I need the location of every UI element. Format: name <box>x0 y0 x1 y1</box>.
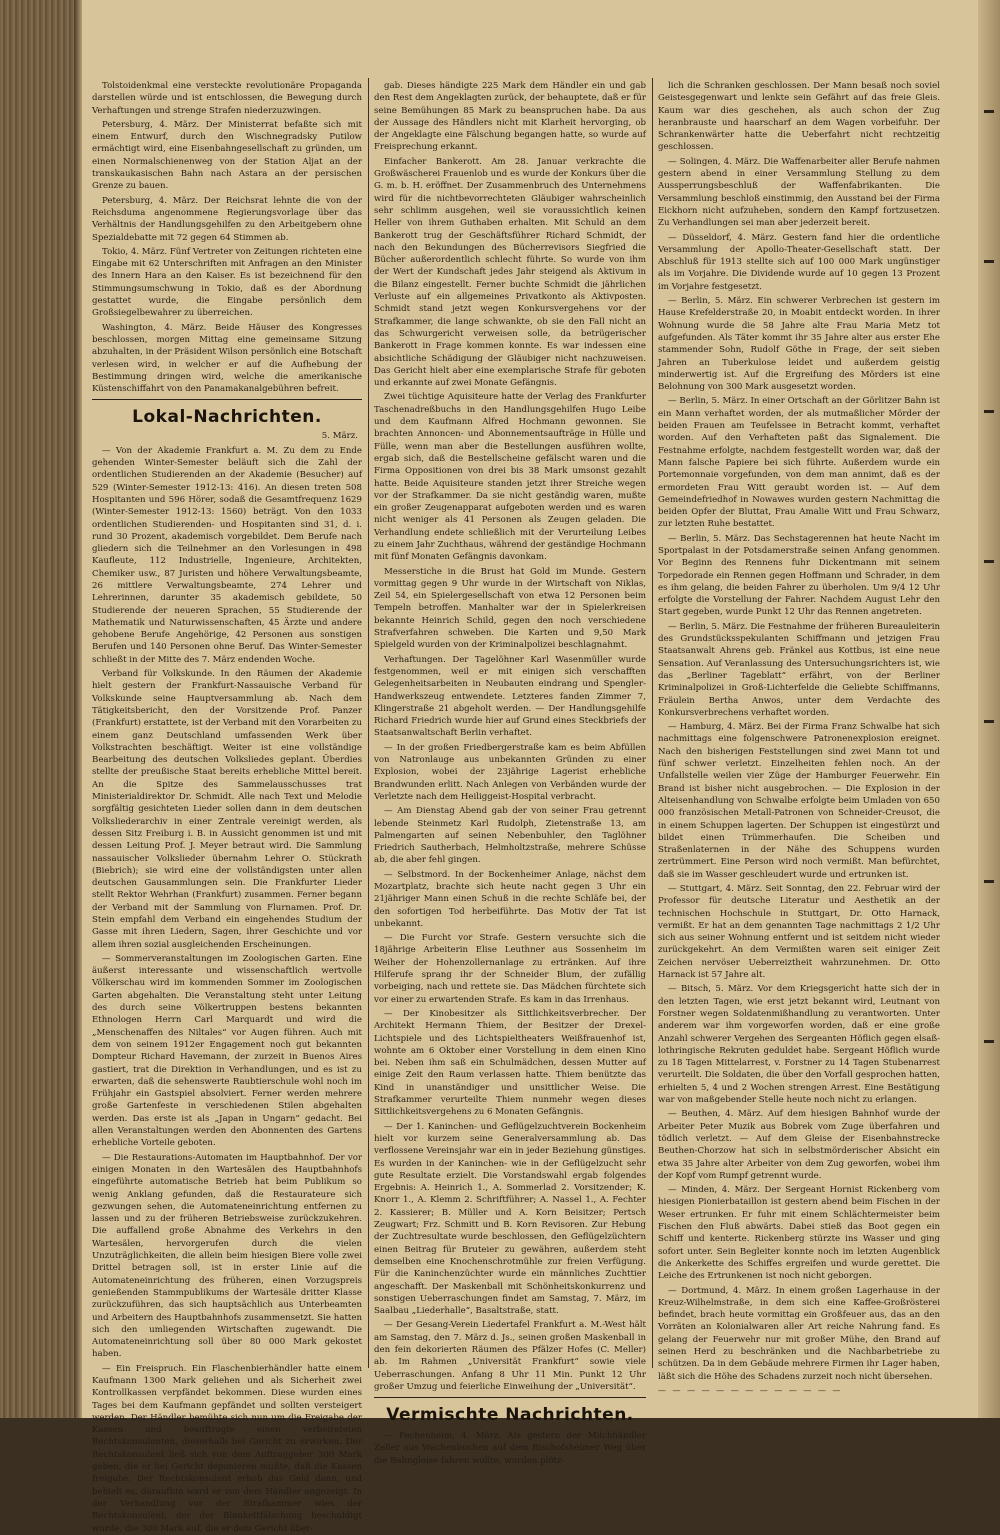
article-paragraph: — In der großen Friedbergerstraße kam es beim Abfüllen von Natronlauge aus unbekannten Gründen zu einer Explosion, wobei der 23jährige Lagerist erhebliche Brandwunden erlitt. Nach Anlegen von Verbänden wurde der Verletzte nach dem Heiliggeist-Hospital verbracht. <box>374 742 646 802</box>
article-paragraph: — Hamburg, 4. März. Bei der Firma Franz Schwalbe hat sich nachmittags eine folgenschwere Patronenexplosion ereignet. Nach den bisherigen Feststellungen sind zwei Mann tot und fünf schwer verletzt. Einzelheiten fehlen noch. An der Unfallstelle weilen vier Züge der Hamburger Feuerwehr. Ein Brand ist bisher nicht ausgebrochen. — Die Explosion in der Alteisenhandlung von Schwalbe erfolgte beim Umladen von 650 000 französischen Metall-Patronen von Schneider-Creusot, die in einem Schuppen lagerten. Der Schuppen ist eingestürzt und bildet einen Trümmerhaufen. Die Scheiben und Straßenlaternen in der Nähe des Schuppens wurden zertrümmert. Eine Person wird noch vermißt. Man befürchtet, daß sie im Wasser geschleudert wurde und ertrunken ist. <box>658 722 940 880</box>
article-paragraph: Petersburg, 4. März. Der Ministerrat befaßte sich mit einem Entwurf, durch den Wischnegradsky Putilow ermächtigt wird, eine Eisenbahngesellschaft zu gründen, um einen Normalschienenweg von der Station Aljat an der transkaukasischen Bahn nach Astara an der persischen Grenze zu bauen. <box>92 119 362 192</box>
article-paragraph: — Ein Freispruch. Ein Flaschenbierhändler hatte einem Kaufmann 1300 Mark geliehen und als Sicherheit zwei Kontrollkassen verpfändet bekommen. Diese wurden eines Tages bei dem Kaufmann gepfändet und sollten versteigert werden. Der Händler bemühte sich nun um die Freigabe der Kassen und beauftragte einen verbeirateten Rechtskonsulenten, dieserhalb bei Gericht zu erwirken. Der Rechtskonsulent ließ sich von dem Auftraggeber 300 Mark geben, die er bei Gericht deponieren mußte, daß die Kassen freigabe. Der Rechtskonsulent erhob das Geld dann, und behielt es, daraufhin ward er von dem Händler angezeigt. In der Verhandlung vor der Strafkammer wies der Rechtskonsulent, der der Blankettfälschung beschuldigt wurde, die 300 Mark auf, die er dem Gericht über- <box>92 1363 362 1534</box>
end-dashes: — — — — — — — — — — — — — <box>658 1385 843 1395</box>
dateline: 5. März. <box>321 431 358 442</box>
article-paragraph: lich die Schranken geschlossen. Der Mann besaß noch soviel Geistesgegenwart und lenkte sein Gefährt auf das freie Gleis. Kaum war dies geschehen, als auch schon der Zug heranbrauste und haarscharf an dem Wagen vorbeifuhr. Der Schrankenwärter hatte die Ueberfahrt nicht rechtzeitig geschlossen. <box>658 81 940 153</box>
article-paragraph: — Berlin, 5. März. Ein schwerer Verbrechen ist gestern im Hause Krefelderstraße 20, in Moabit entdeckt worden. In ihrer Wohnung wurde die 58 Jahre alte Frau Maria Metz tot aufgefunden. Als Täter kommt ihr 35 Jahre alter aus erster Ehe stammender Sohn, Rudolf Göthe in Frage, der seit sieben Jahren an Tuberkulose leidet und außerdem geistig minderwertig ist. Auf die Ergreifung des Mörders ist eine Belohnung von 300 Mark ausgesetzt worden. <box>658 296 940 393</box>
article-paragraph: — Selbstmord. In der Bockenheimer Anlage, nächst dem Mozartplatz, brachte sich heute nacht gegen 3 Uhr ein 21jähriger Mann einen Schuß in die rechte Schläfe bei, der den sofortigen Tod herbeiführte. Das Motiv der Tat ist unbekannt. <box>374 869 646 929</box>
article-paragraph: — Dortmund, 4. März. In einem großen Lagerhause in der Kreuz-Wilhelmstraße, in dem sich eine Kaffee-Großrösterei befindet, brach heute vormittag ein Großfeuer aus, das an den Vorräten an Kolonialwaren aller Art reiche Nahrung fand. Es gelang der Feuerwehr nur mit großer Mühe, den Brand auf seinen Herd zu beschränken und die Nachbarbetriebe zu schützen. Da in dem Gebäude mehrere Firmen ihr Lager haben, läßt sich die Höhe des Schadens zurzeit noch nicht übersehen. <box>658 1285 940 1382</box>
book-binding <box>0 0 74 1418</box>
article-paragraph: Washington, 4. März. Beide Häuser des Kongresses beschlossen, morgen Mittag eine gemeinsame Sitzung abzuhalten, in der Präsident Wilson persönlich eine Botschaft verlesen wird, in welcher er auf die Aufhebung der Bestimmung dringen wird, welche die amerikanische Küstenschiffahrt von den Panamakanalgebühren befreit. <box>92 322 362 395</box>
article-paragraph: — Der Kinobesitzer als Sittlichkeitsverbrecher. Der Architekt Hermann Thiem, der Besitzer der Drexel-Lichtspiele und des Lichtspieltheaters Weißfrauenhof ist, wohnte am 6 Oktober einer Vorstellung in dem einen Kino bei. Neben ihm saß ein Schulmädchen, dessen Mutter auf einige Zeit den Raum verlassen hatte. Thiem benützte das Kind in unanständiger und unsittlicher Weise. Die Strafkammer verurteilte Thiem nunmehr wegen dieses Sittlichkeitsvergehens zu 6 Monaten Gefängnis. <box>374 1008 646 1118</box>
article-paragraph: — Der Gesang-Verein Liedertafel Frankfurt a. M.-West hält am Samstag, den 7. März d. Js., seinen großen Maskenball in den fein dekorierten Räumen des Pfälzer Hofes (C. Meller) ab. Im Rahmen „Universität Frankfurt“ sowie viele Ueberraschungen. Anfang 8 Uhr 11 Min. Punkt 12 Uhr großer Umzug und feierliche Einweihung der „Universität“. <box>374 1320 646 1392</box>
article-paragraph: — Die Restaurations-Automaten im Hauptbahnhof. Der vor einigen Monaten in den Wartesälen des Hauptbahnhofs eingeführte automatische Betrieb hat beim Publikum so wenig Anklang gefunden, daß die Restaurateure sich gezwungen sehen, die Automateneinrichtung entfernen zu lassen und zu der früheren Betriebsweise zurückzukehren. Die auffallend große Abnahme des Verkehrs in den Wartesälen, hervorgerufen durch die vielen Unzuträglichkeiten, die allein beim hiesigen Biere volle zwei Drittel betragen soll, ist in erster Linie auf die Automateneinrichtung des früheren, einen Vorzugspreis genießenden Stammpublikums der Wartesäle dritter Klasse zurückzuführen, das sich hauptsächlich aus Unterbeamten und Arbeitern des Hauptbahnhofs zusammensetzt. Sie hatten sich den umliegenden Wirtschaften zugewandt. Die Automateneinrichtung soll über 80 000 Mark gekostet haben. <box>92 1152 362 1360</box>
article-paragraph: — Bitsch, 5. März. Vor dem Kriegsgericht hatte sich der in den letzten Tagen, wie erst jetzt bekannt wird, Leutnant von Forstner wegen Soldatenmißhandlung zu verantworten. Unter anderem war ihm vorgeworfen worden, daß er eine große Anzahl schwerer Vergehen des Sergeanten Höflich gegen elsaß-lothringische Rekruten geduldet habe. Sergeant Höflich wurde zu 18 Tagen Mittelarrest, v. Forstner zu 14 Tagen Stubenarrest verurteilt. Die Soldaten, die über den Vorfall gesprochen hatten, erhielten 5, 4 und 2 Wochen strengen Arrest. Eine Bestätigung war von maßgebender Stelle heute noch nicht zu erlangen. <box>658 984 940 1106</box>
article-paragraph: Zwei tüchtige Aquisiteure hatte der Verlag des Frankfurter Taschenadreßbuchs in den Handlungsgehilfen Hugo Leibe und dem Kaufmann Alfred Hochmann gewonnen. Sie brachten Annoncen- und Abonnementsaufträge in Hülle und Fülle, wenn man aber die Bestellungen ausführen wollte, ergab sich, daß die Bestellscheine gefälscht waren und die Firma Oppositionen von drei bis 38 Mark umsonst gezahlt hatte. Beide Aquisiteure standen jetzt ihrer Streiche wegen vor der Strafkammer. Da sie nicht geständig waren, mußte ein großer Zeugenapparat aufgeboten werden und es waren nicht weniger als 41 Personen als Zeugen geladen. Die Verhandlung endete schließlich mit der Verurteilung Leibes zu einem Jahr Zuchthaus, während der geständige Hochmann mit fünf Monaten Gefängnis davonkam. <box>374 392 646 563</box>
column-rule <box>652 78 653 1368</box>
adjacent-page-edge <box>978 0 1000 1418</box>
binding-shadow <box>74 0 82 1418</box>
article-paragraph: — Berlin, 5. März. Die Festnahme der früheren Bureauleiterin des Grundstücksspekulanten Schiffmann und jetzigen Frau Staatsanwalt Ahrens geb. Fränkel aus Kottbus, ist eine neue Sensation. Auf Veranlassung des Untersuchungsrichters ist, wie das „Berliner Tageblatt“ erfährt, von der Berliner Kriminalpolizei in Groß-Lichterfelde die Geliebte Schiffmanns, Fräulein Bertha Anwos, unter dem Verdachte des Konkursverbrechens verhaftet worden. <box>658 621 940 718</box>
article-paragraph: — Stuttgart, 4. März. Seit Sonntag, den 22. Februar wird der Professor für deutsche Literatur und Aesthetik an der technischen Hochschule in Stuttgart, Dr. Otto Harnack, vermißt. Er hat an dem genannten Tage nachmittags 2 1/2 Uhr sich aus seiner Wohnung entfernt und ist seitdem nicht wieder zurückgekehrt. An dem Vermißten waren seit einiger Zeit Zeichen nervöser Ueberreiztheit wahrzunehmen. Dr. Otto Harnack ist 57 Jahre alt. <box>658 884 940 981</box>
article-paragraph: Tokio, 4. März. Fünf Vertreter von Zeitungen richteten eine Eingabe mit 62 Unterschriften mit Anfragen an den Minister des Innern Hara an den Kaiser. Es ist bezeichnend für den Stimmungsumschwung in Tokio, daß es der Abordnung gestattet wurde, die Eingabe persönlich dem Großsiegelbewahrer zu überreichen. <box>92 246 362 319</box>
section-heading-local-news: Lokal-Nachrichten. <box>132 407 322 428</box>
article-paragraph: Petersburg, 4. März. Der Reichsrat lehnte die von der Reichsduma angenommene Regierungsvorlage über das Verhältnis der Handlungsgehilfen zu den Arbeitgebern ohne Spezialdebatte mit 72 gegen 64 Stimmen ab. <box>92 195 362 243</box>
section-divider <box>374 1397 646 1398</box>
article-paragraph: — Die Furcht vor Strafe. Gestern versuchte sich die 18jährige Arbeiterin Elise Leuthner aus Sossenheim im Weiher der Hohenzollernanlage zu ertränken. Auf ihre Hilferufe sprang ihr der Schneider Blum, der zufällig vorbeiging, nach und rettete sie. Das Mädchen fürchtete sich vor einer zu erwartenden Strafe. Es kam in das Irrenhaus. <box>374 933 646 1005</box>
article-paragraph: Einfacher Bankerott. Am 28. Januar verkrachte die Großwäscherei Frauenlob und es wurde der Konkurs über die G. m. b. H. eröffnet. Der Zusammenbruch des Unternehmens wird für die nichtbevorrechteten Gläubiger wahrscheinlich sehr schlimm ausgehen, weil sie voraussichtlich keinen Heller von ihrem Guthaben erhalten. Mit Schuld an dem Bankerott trug der Geschäftsführer Richard Schmidt, der nach den Bekundungen des Bücherrevisors Siegfried die Bücher außerordentlich schlecht führte. So wurde von ihm der Wert der Kundschaft jedes Jahr steigend als Aktivum in die Bilanz eingestellt. Ferner buchte Schmidt die jährlichen Verluste auf ein allgemeines Privatkonto als Aktivposten. Schmidt stand jetzt wegen Konkursvergehens vor der Strafkammer, die lange schwankte, ob sie den Fall nicht an das Schwurgericht verweisen solle, da betrügerischer Bankerott in Frage kommen konnte. Es war indessen eine absichtliche Schädigung der Gläubiger nicht nachzuweisen. Das Gericht hielt aber eine exemplarische Strafe für geboten und erkannte auf zwei Monate Gefängnis. <box>374 156 646 389</box>
section-heading-misc-news: Vermischte Nachrichten. <box>386 1405 634 1426</box>
article-paragraph: — Am Dienstag Abend gab der von seiner Frau getrennt lebende Steinmetz Karl Rudolph, Zietenstraße 13, am Palmengarten auf seinen Nebenbuhler, den Taglöhner Friedrich Sautherbach, Helmholtzstraße, mehrere Schüsse ab, die aber fehl gingen. <box>374 806 646 866</box>
column-2 <box>374 80 646 1466</box>
article-paragraph: — Berlin, 5. März. In einer Ortschaft an der Görlitzer Bahn ist ein Mann verhaftet worden, der als mutmaßlicher Mörder der beiden Frauen am Teufelssee in Betracht kommt, verhaftet worden. Auf den Verhafteten paßt das Signalement. Die Festnahme erfolgte, nachdem festgestellt worden war, daß der Mann falsche Papiere bei sich führte. Außerdem wurde ein Portemonnaie vorgefunden, von dem man annimt, daß es der ermordeten Frau Witt geraubt worden ist. — Auf dem Gemeindefriedhof in Nowawes wurden gestern Nachmittag die beiden Opfer der Bluttat, Frau Amalie Witt und Frau Schwarz, zur letzten Ruhe bestattet. <box>658 396 940 530</box>
article-paragraph: — Minden, 4. März. Der Sergeant Hornist Rickenberg vom hiesigen Pionierbataillon ist gestern abend beim Fischen in der Weser ertrunken. Er fuhr mit einem Schlächtermeister beim Fischen den Fluß abwärts. Dabei stieß das Boot gegen ein Schiff und kenterte. Rickenberg stürzte ins Wasser und ging sofort unter. Sein Begleiter konnte noch im letzten Augenblick die Ankerkette des Schiffes ergreifen und wurde gerettet. Die Leiche des Ertrunkenen ist noch nicht geborgen. <box>658 1185 940 1282</box>
article-paragraph: Tolstoidenkmal eine versteckte revolutionäre Propaganda darstellen würde und ist entschlossen, die Bewegung durch Verhaftungen und strenge Strafen niederzuzwingen. <box>92 81 362 116</box>
article-paragraph: — Von der Akademie Frankfurt a. M. Zu dem zu Ende gehenden Winter-Semester beläuft sich die Zahl der ordentlichen Studierenden an der Akademie (Besucher) auf 529 (Winter-Semester 1912-13: 416). An diesen treten 508 Hospitanten und 596 Hörer, sodaß die Gesamtfrequenz 1629 (Winter-Semester 1912-13: 1560) beträgt. Von den 1033 ordentlichen Studierenden- und Hospitanten sind 31, d. i. rund 30 Prozent, akademisch vorgebildet. Dem Berufe nach gliedern sich die Teilnehmer an den Vorlesungen in 498 Kaufleute, 112 Industrielle, Ingenieure, Architekten, Chemiker usw., 87 Juristen und höhere Verwaltungsbeamte, 26 mittlere Verwaltungsbeamte, 274 Lehrer und Lehrerinnen, darunter 35 akademisch gebildete, 50 Studierende der neueren Sprachen, 55 Studierende der Mathematik und Naturwissenschaften, 45 Ärzte und andere gehobene Berufe Angehörige, 42 Personen aus sonstigen Berufen und 140 Personen ohne Beruf. Das Winter-Semester schließt in der Mitte des 7. März endenden Woche. <box>92 445 362 665</box>
article-paragraph: Verhaftungen. Der Tagelöhner Karl Wasenmüller wurde festgenommen, weil er mit einigen sich verschafften Gelegenheitsarbeiten in Neubauten eindrang und Spengler-Handwerkszeug entwendete. Letzteres fanden Zimmer 7, Klingerstraße 21 abgeholt werden. — Der Handlungsgehilfe Richard Friedrich wurde hier auf Grund eines Steckbriefs der Staatsanwaltschaft Berlin verhaftet. <box>374 654 646 739</box>
article-paragraph: — Beuthen, 4. März. Auf dem hiesigen Bahnhof wurde der Arbeiter Peter Muzik aus Bobrek vom Zuge überfahren und tödlich verletzt. — Auf dem Gleise der Eisenbahnstrecke Beuthen-Chorzow hat sich in selbstmörderischer Absicht ein etwa 35 Jahre alter Arbeiter von dem Zug geworfen, wobei ihm der Kopf vom Rumpf getrennt wurde. <box>658 1109 940 1181</box>
article-paragraph: — Sommerveranstaltungen im Zoologischen Garten. Eine äußerst interessante und wissenschaftlich wertvolle Völkerschau wird im kommenden Sommer im Zoologischen Garten abgehalten. Die Veranstaltung steht unter Leitung des durch seine Völkertruppen bestens bekannten Ethnologen Herrn Carl Marquardt und wird die „Menschenaffen des Niltales“ vor Augen führen. Auch mit dem von seinem 1912er Engagement noch gut bekannten Dompteur Richard Havemann, der zurzeit in Buenos Aires gastiert, trat die Direktion in Verhandlungen, und es ist zu erwarten, daß die sehenswerte Raubtierschule wohl noch im Frühjahr ein Gastspiel absolviert. Ferner werden mehrere große Gartenfeste in verschiedenen Stilen abgehalten werden. Das erste ist als „Japan in Ungarn“ gedacht. Bei allen Veranstaltungen werden den Abonnenten des Gartens erhebliche Vorteile geboten. <box>92 953 362 1149</box>
column-3 <box>658 80 940 1395</box>
article-paragraph: Verband für Volkskunde. In den Räumen der Akademie hielt gestern der Frankfurt-Nassauische Verband für Volkskunde seine Hauptversammlung ab. Nach dem Tätigkeitsbericht, den der Vorsitzende Prof. Panzer (Frankfurt) erstattete, ist der Verband mit den Vorarbeiten zu einem ganz Deutschland umfassenden Werk über Volkstrachten beschäftigt. Weiter ist eine vollständige Bearbeitung des deutschen Volksliedes geplant. Überdies stellte der preußische Staat bereits erhebliche Mittel bereit. An die Spitze des Sammelausschusses trat Ministerialdirektor Dr. Schmidt. Alle nach Text und Melodie sorgfältig gesichteten Lieder sollen dann in dem deutschen Volksliederarchiv in einer Zentrale vereinigt werden, als dessen Sitz Freiburg i. B. in Aussicht genommen ist und mit dessen Leitung Prof. J. Meyer betraut wird. Die Sammlung nassauischer Volkslieder übernahm Lehrer O. Stückrath (Biebrich); sie wird eine der vollständigsten unter allen deutschen Gausammlungen sein. Die Frankfurter Lieder stellt Rektor Wehrhan (Frankfurt) zusammen. Ferner begann der Verband mit der Sammlung von Flurnamen. Prof. Dr. Stein empfahl dem Verband ein eingehendes Studium der Gasse mit ihren Liedern, Sagen, ihrer Geschichte und vor allem ihren sozial ausgleichenden Erscheinungen. <box>92 669 362 950</box>
article-paragraph: — Fechenheim, 4. März. Als gestern der Milchhändler Zeller aus Wachenbuchen auf dem Bischofsheimer Weg über die Bahngleise fahren wollte, wurden plötz- <box>374 1431 646 1466</box>
article-paragraph: Messerstiche in die Brust hat Gold im Munde. Gestern vormittag gegen 9 Uhr wurde in der Wirtschaft von Niklas, Zeil 54, ein Spielergesellschaft von etwa 12 Personen beim Tempeln betroffen. Manhalter war der in Spielerkreisen bekannte Heinrich Schild, gegen den noch verschiedene Strafverfahren schweben. Die Karten und 9,50 Mark Spielgeld wurden von der Kriminalpolizei beschlagnahmt. <box>374 566 646 651</box>
section-divider <box>92 399 362 400</box>
column-1 <box>92 80 362 1534</box>
article-paragraph: — Berlin, 5. März. Das Sechstagerennen hat heute Nacht im Sportpalast in der Potsdamerstraße seinen Anfang genommen. Vor Beginn des Rennens fuhr Dickentmann mit seinem Torpedorade ein Rennen gegen Hoffmann und Schrader, in dem es ihm gelang, die beiden Fahrer zu überholen. Um 9/4 12 Uhr erfolgte die Vorstellung der Fahrer. Nachdem August Lehr den Start gegeben, wurde Punkt 12 Uhr das Rennen angetreten. <box>658 533 940 618</box>
article-paragraph: — Der 1. Kaninchen- und Geflügelzuchtverein Bockenheim hielt vor kurzem seine Generalversammlung ab. Das verflossene Vereinsjahr war ein in jeder Beziehung günstiges. Es wurden in der Kaninchen- wie in der Geflügelzucht sehr gute Resultate erzielt. Die Vorstandswahl ergab folgendes Ergebnis: A. Heinrich 1., A. Sommerlad 2. Vorsitzender; K. Knorr 1., A. Klemm 2. Schriftführer; A. Nassel 1., A. Fechter 2. Kassierer; B. Müller und A. Korn Beisitzer; Pertsch Zeugwart; Frz. Schmitt und B. Korn Revisoren. Zur Hebung der Zuchtresultate wurde beschlossen, den Geflügelzüchtern einen Beitrag für Bruteier zu gewähren, außerdem steht demselben eine Knochenschrotmühle zur freien Verfügung. Für die Kaninchenzüchter wurde ein männliches Zuchttier angeschafft. Der Maskenball mit Schönheitskonkurrenz und sonstigen Ueberraschungen findet am Samstag, 7. März, im Saalbau „Liederhalle“, Basaltstraße, statt. <box>374 1121 646 1317</box>
article-paragraph: — Düsseldorf, 4. März. Gestern fand hier die ordentliche Versammlung der Apollo-Theater-Gesellschaft statt. Der Abschluß für 1913 stellte sich auf 100 000 Mark ungünstiger als im Vorjahre. Die Dividende wurde auf 10 gegen 13 Prozent im Vorjahre festgesetzt. <box>658 232 940 292</box>
article-paragraph: — Solingen, 4. März. Die Waffenarbeiter aller Berufe nahmen gestern abend in einer Versammlung Stellung zu dem Aussperrungsbeschluß der Waffenfabrikanten. Die Versammlung beschloß einstimmig, den Ausstand bei der Firma Eickhorn nicht aufzuheben, sondern den Kampf fortzusetzen. Zu Verhandlungen sei man aber jederzeit bereit. <box>658 156 940 229</box>
column-rule <box>368 78 369 1368</box>
article-paragraph: gab. Dieses händigte 225 Mark dem Händler ein und gab den Rest dem Angeklagten zurück, der behauptete, daß er für seine Bemühungen 85 Mark zu beanspruchen habe. Da aus der Aussage des Händlers nicht mit Klarheit hervorging, ob der Angeklagte eine Fälschung begangen hatte, so wurde auf Freisprechung erkannt. <box>374 81 646 153</box>
